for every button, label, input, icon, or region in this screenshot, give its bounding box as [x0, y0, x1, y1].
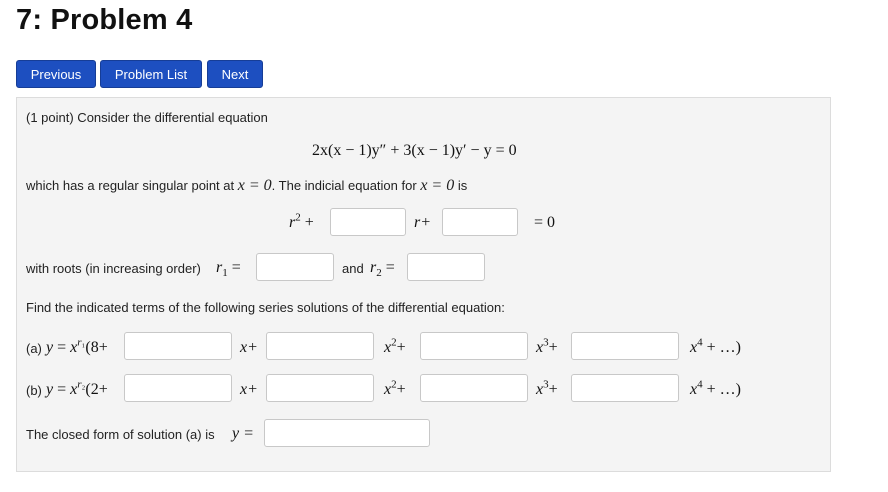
- indicial-r-squared: $r^2$ +: [289, 211, 314, 231]
- series-b-x4: $x^4$ + …): [690, 378, 741, 398]
- series-b-coef-3-input[interactable]: [420, 374, 528, 402]
- indicial-r: r+: [414, 214, 432, 231]
- indicial-coef-0-input[interactable]: [442, 208, 518, 236]
- singular-math-2: x = 0: [420, 177, 455, 194]
- series-b-lead: $y = x^{r_2}(2+$: [46, 378, 108, 398]
- series-b-x2-plus: +: [396, 381, 406, 398]
- find-text: Find the indicated terms of the following series solutions of the differential equation:: [26, 300, 505, 315]
- r1-input[interactable]: [256, 253, 334, 281]
- indicial-plus: +: [304, 214, 314, 231]
- r1-label: $r_1$ =: [216, 259, 241, 280]
- closed-form-text: The closed form of solution (a) is: [26, 427, 215, 442]
- series-b-label: (b): [26, 383, 42, 398]
- singular-text-1: which has a regular singular point at: [26, 178, 235, 193]
- singular-math-1: x = 0: [237, 177, 272, 194]
- roots-text: with roots (in increasing order): [26, 261, 201, 276]
- series-b-lead-text: (2+: [85, 381, 108, 398]
- series-a-coef-2-input[interactable]: [266, 332, 374, 360]
- series-a-x2: $x^2+$: [384, 336, 406, 356]
- previous-button[interactable]: Previous: [16, 60, 96, 88]
- series-a-x2-plus: +: [396, 339, 406, 356]
- series-b-x3-plus: +: [548, 381, 558, 398]
- series-b-coef-4-input[interactable]: [571, 374, 679, 402]
- series-b-x2: $x^2+$: [384, 378, 406, 398]
- series-a-lead: $y = x^{r_1}(8+$: [46, 336, 108, 356]
- indicial-eq-zero: = 0: [534, 214, 556, 231]
- series-a-x3: $x^3+$: [536, 336, 558, 356]
- page-title: 7: Problem 4: [16, 4, 193, 36]
- series-b-x3: $x^3+$: [536, 378, 558, 398]
- series-a-x: x+: [240, 339, 258, 356]
- problem-list-button[interactable]: Problem List: [100, 60, 202, 88]
- differential-equation: 2x(x − 1)y″ + 3(x − 1)y′ − y = 0: [312, 142, 517, 159]
- problem-intro: (1 point) Consider the differential equation: [26, 110, 268, 125]
- series-a-x4: $x^4$ + …): [690, 336, 741, 356]
- singular-point-text: [26, 178, 467, 194]
- series-b-x: x+: [240, 381, 258, 398]
- series-a-label: (a): [26, 341, 42, 356]
- closed-form-input[interactable]: [264, 419, 430, 447]
- series-a-x4-tail: + …): [706, 339, 741, 356]
- next-button[interactable]: Next: [207, 60, 263, 88]
- r2-input[interactable]: [407, 253, 485, 281]
- series-b-coef-2-input[interactable]: [266, 374, 374, 402]
- closed-form-y: y =: [232, 425, 254, 442]
- series-b-x4-tail: + …): [706, 381, 741, 398]
- singular-text-2: . The indicial equation for: [271, 178, 417, 193]
- singular-text-3: is: [457, 178, 468, 193]
- series-a-coef-3-input[interactable]: [420, 332, 528, 360]
- series-b-coef-1-input[interactable]: [124, 374, 232, 402]
- series-a-coef-1-input[interactable]: [124, 332, 232, 360]
- series-a-lead-text: (8+: [85, 339, 108, 356]
- series-a-coef-4-input[interactable]: [571, 332, 679, 360]
- indicial-coef-1-input[interactable]: [330, 208, 406, 236]
- series-a-x3-plus: +: [548, 339, 558, 356]
- roots-and: and: [342, 261, 364, 276]
- r2-label: $r_2$ =: [370, 259, 395, 280]
